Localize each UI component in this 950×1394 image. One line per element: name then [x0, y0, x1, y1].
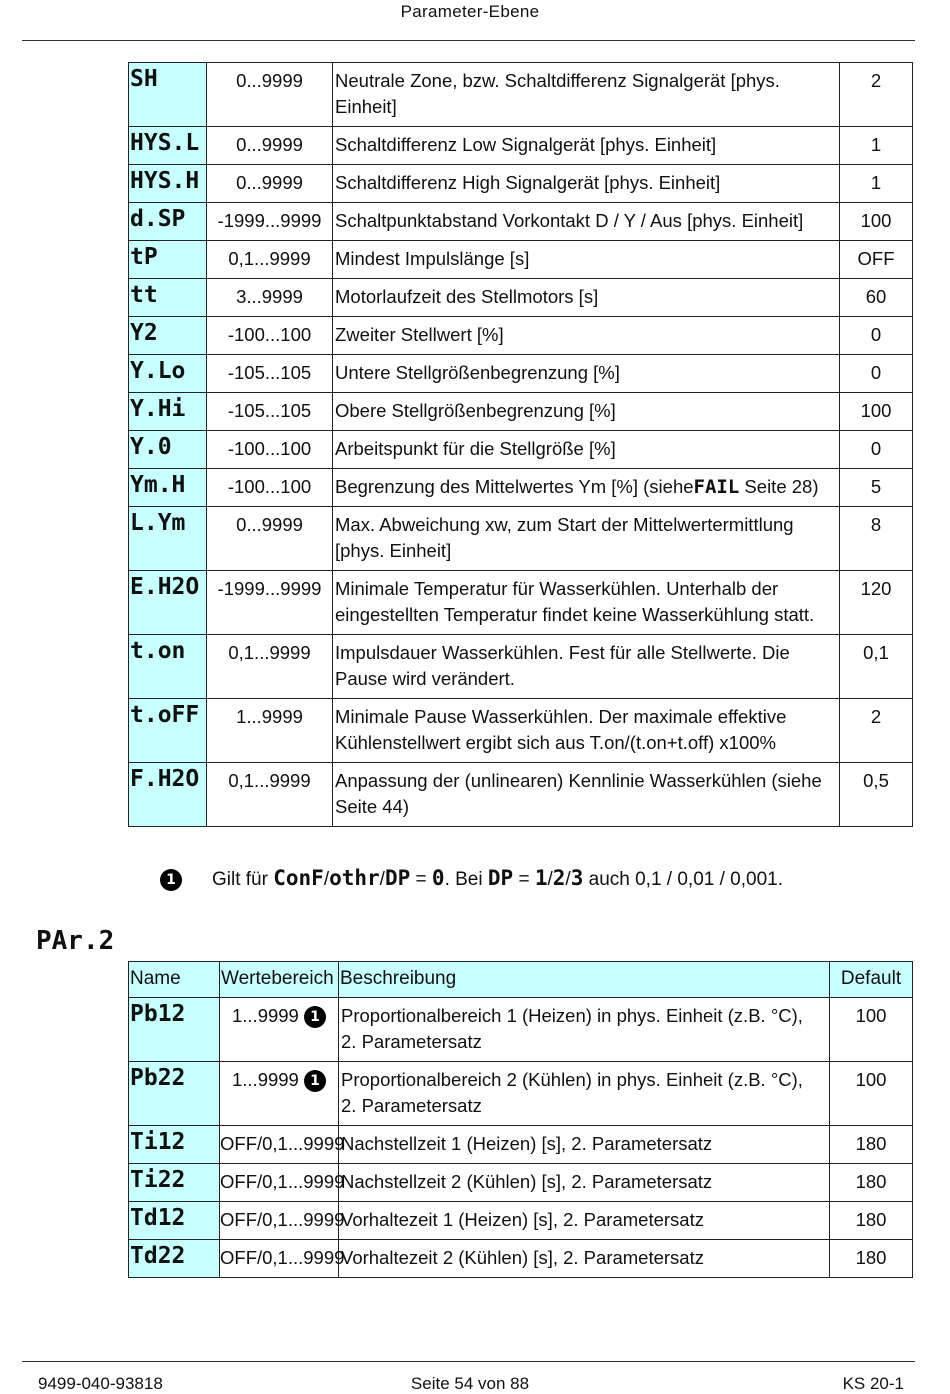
param-default: 0,5 [840, 763, 913, 827]
parameter-table-1 [128, 62, 913, 827]
param-code: F.H2O [129, 763, 207, 827]
param-description [333, 469, 840, 507]
section-title: PAr.2 [36, 926, 115, 956]
param-range: -100...100 [207, 431, 333, 469]
param-range: OFF/0,1...9999 [220, 1202, 339, 1240]
table-row [129, 393, 913, 431]
param-code: t.on [129, 635, 207, 699]
header-name: Name [129, 962, 220, 998]
param-description: Max. Abweichung xw, zum Start der Mittelwertermittlung [phys. Einheit] [333, 507, 840, 571]
param-default: 180 [830, 1164, 913, 1202]
param-code: Y.Hi [129, 393, 207, 431]
param-description: Minimale Temperatur für Wasserkühlen. Unterhalb der eingestellten Temperatur findet keine Wasserkühlung statt. [333, 571, 840, 635]
table-row [129, 127, 913, 165]
footnote-marker-icon: 1 [304, 1070, 326, 1092]
range-text: 1...9999 [231, 1069, 299, 1090]
param-range: -105...105 [207, 355, 333, 393]
param-code: Td22 [129, 1240, 220, 1278]
table-row [129, 699, 913, 763]
param-description: Mindest Impulslänge [s] [333, 241, 840, 279]
note-sep: / [547, 869, 553, 890]
param-range [220, 1062, 339, 1126]
table-header-row [129, 962, 913, 998]
param-description: Arbeitspunkt für die Stellgröße [%] [333, 431, 840, 469]
param-range: OFF/0,1...9999 [220, 1126, 339, 1164]
note-sep: / [379, 869, 385, 890]
param-description: Neutrale Zone, bzw. Schaltdifferenz Signalgerät [phys. Einheit] [333, 63, 840, 127]
param-code: Ti22 [129, 1164, 220, 1202]
param-range: OFF/0,1...9999 [220, 1164, 339, 1202]
note-sep: / [323, 869, 330, 890]
param-code: Ym.H [129, 469, 207, 507]
table-row [129, 998, 913, 1062]
param-description: Proportionalbereich 2 (Kühlen) in phys. Einheit (z.B. °C), 2. Parametersatz [339, 1062, 830, 1126]
param-default: 1 [840, 165, 913, 203]
param-default: 180 [830, 1202, 913, 1240]
param-description: Schaltpunktabstand Vorkontakt D / Y / Aus [phys. Einheit] [333, 203, 840, 241]
param-description: Schaltdifferenz High Signalgerät [phys. Einheit] [333, 165, 840, 203]
table-row [129, 317, 913, 355]
param-description: Proportionalbereich 1 (Heizen) in phys. Einheit (z.B. °C), 2. Parametersatz [339, 998, 830, 1062]
param-range: -105...105 [207, 393, 333, 431]
param-default: 0 [840, 355, 913, 393]
header-description: Beschreibung [339, 962, 830, 998]
page-number: Seite 54 von 88 [410, 1374, 530, 1393]
desc-text: Seite 28) [739, 476, 819, 497]
table-row [129, 763, 913, 827]
param-default: 0 [840, 317, 913, 355]
param-range [220, 998, 339, 1062]
table-row [129, 1126, 913, 1164]
param-description: Nachstellzeit 2 (Kühlen) [s], 2. Parametersatz [339, 1164, 830, 1202]
param-code: tt [129, 279, 207, 317]
param-range: OFF/0,1...9999 [220, 1240, 339, 1278]
table-row [129, 355, 913, 393]
param-description: Motorlaufzeit des Stellmotors [s] [333, 279, 840, 317]
note-text: = [513, 869, 535, 890]
footnote-marker-icon: 1 [160, 869, 182, 891]
param-default: 100 [830, 998, 913, 1062]
param-description: Schaltdifferenz Low Signalgerät [phys. Einheit] [333, 127, 840, 165]
param-code: Pb12 [129, 998, 220, 1062]
param-default: 100 [840, 393, 913, 431]
page-header: Parameter-Ebene [400, 2, 540, 21]
param-code: t.oFF [129, 699, 207, 763]
param-description: Minimale Pause Wasserkühlen. Der maximale effektive Kühlenstellwert ergibt sich aus T.on/(t.on+t.off) x100% [333, 699, 840, 763]
table-row [129, 1240, 913, 1278]
param-description: Vorhaltezeit 2 (Kühlen) [s], 2. Parametersatz [339, 1240, 830, 1278]
table-row [129, 469, 913, 507]
header-range: Wertebereich [220, 962, 339, 998]
table-row [129, 1164, 913, 1202]
note-code: 2 [552, 866, 566, 890]
note-code: DP [487, 866, 514, 890]
param-description: Anpassung der (unlinearen) Kennlinie Wasserkühlen (siehe Seite 44) [333, 763, 840, 827]
param-description: Vorhaltezeit 1 (Heizen) [s], 2. Parametersatz [339, 1202, 830, 1240]
param-range: -100...100 [207, 317, 333, 355]
param-code: Y2 [129, 317, 207, 355]
param-default: 0 [840, 431, 913, 469]
param-code: Td12 [129, 1202, 220, 1240]
param-default: 60 [840, 279, 913, 317]
param-code: E.H2O [129, 571, 207, 635]
table-row [129, 165, 913, 203]
param-range: 0,1...9999 [207, 241, 333, 279]
param-default: 5 [840, 469, 913, 507]
param-code: tP [129, 241, 207, 279]
note-code: othr [329, 866, 380, 890]
table-row [129, 635, 913, 699]
param-range: 0...9999 [207, 165, 333, 203]
desc-text: Begrenzung des Mittelwertes Ym [%] (siehe [335, 476, 694, 497]
param-code: HYS.H [129, 165, 207, 203]
note-code: 0 [431, 866, 445, 890]
param-code: Ti12 [129, 1126, 220, 1164]
param-code: Y.Lo [129, 355, 207, 393]
note-code: 1 [534, 866, 548, 890]
table-row [129, 507, 913, 571]
param-description: Obere Stellgrößenbegrenzung [%] [333, 393, 840, 431]
param-default: OFF [840, 241, 913, 279]
param-default: 2 [840, 63, 913, 127]
param-range: 3...9999 [207, 279, 333, 317]
param-description: Untere Stellgrößenbegrenzung [%] [333, 355, 840, 393]
param-default: 100 [830, 1062, 913, 1126]
product-name: KS 20-1 [842, 1374, 904, 1393]
param-description: Nachstellzeit 1 (Heizen) [s], 2. Parametersatz [339, 1126, 830, 1164]
footnote [160, 866, 783, 891]
param-range: -1999...9999 [207, 571, 333, 635]
param-range: 0...9999 [207, 507, 333, 571]
param-default: 1 [840, 127, 913, 165]
table-row [129, 241, 913, 279]
note-code: 3 [570, 866, 584, 890]
table-row [129, 203, 913, 241]
param-code: L.Ym [129, 507, 207, 571]
param-default: 8 [840, 507, 913, 571]
note-code: DP [384, 866, 411, 890]
note-sep: / [565, 869, 571, 890]
note-text: . Bei [444, 869, 488, 890]
param-code: d.SP [129, 203, 207, 241]
document-number: 9499-040-93818 [38, 1374, 163, 1393]
param-range: -100...100 [207, 469, 333, 507]
param-code: HYS.L [129, 127, 207, 165]
header-default: Default [830, 962, 913, 998]
param-default: 180 [830, 1240, 913, 1278]
param-default: 0,1 [840, 635, 913, 699]
param-default: 100 [840, 203, 913, 241]
param-range: 0,1...9999 [207, 635, 333, 699]
footer-rule [22, 1361, 915, 1362]
table-row [129, 279, 913, 317]
note-text: Gilt für [212, 869, 274, 890]
header-rule [22, 40, 915, 41]
param-range: 0...9999 [207, 63, 333, 127]
fail-code: FAIL [693, 476, 740, 498]
table-row [129, 1062, 913, 1126]
table-row [129, 1202, 913, 1240]
param-default: 120 [840, 571, 913, 635]
parameter-table-2 [128, 961, 913, 1278]
param-range: -1999...9999 [207, 203, 333, 241]
note-text: = [410, 869, 432, 890]
footnote-marker-icon: 1 [304, 1006, 326, 1028]
range-text: 1...9999 [231, 1005, 299, 1026]
note-text: auch 0,1 / 0,01 / 0,001. [583, 869, 784, 890]
param-code: Pb22 [129, 1062, 220, 1126]
param-code: SH [129, 63, 207, 127]
param-description: Zweiter Stellwert [%] [333, 317, 840, 355]
table-row [129, 63, 913, 127]
table-row [129, 431, 913, 469]
param-range: 0,1...9999 [207, 763, 333, 827]
param-code: Y.0 [129, 431, 207, 469]
param-default: 180 [830, 1126, 913, 1164]
param-default: 2 [840, 699, 913, 763]
table-row [129, 571, 913, 635]
param-description: Impulsdauer Wasserkühlen. Fest für alle Stellwerte. Die Pause wird verändert. [333, 635, 840, 699]
param-range: 0...9999 [207, 127, 333, 165]
note-code: ConF [273, 866, 324, 890]
param-range: 1...9999 [207, 699, 333, 763]
